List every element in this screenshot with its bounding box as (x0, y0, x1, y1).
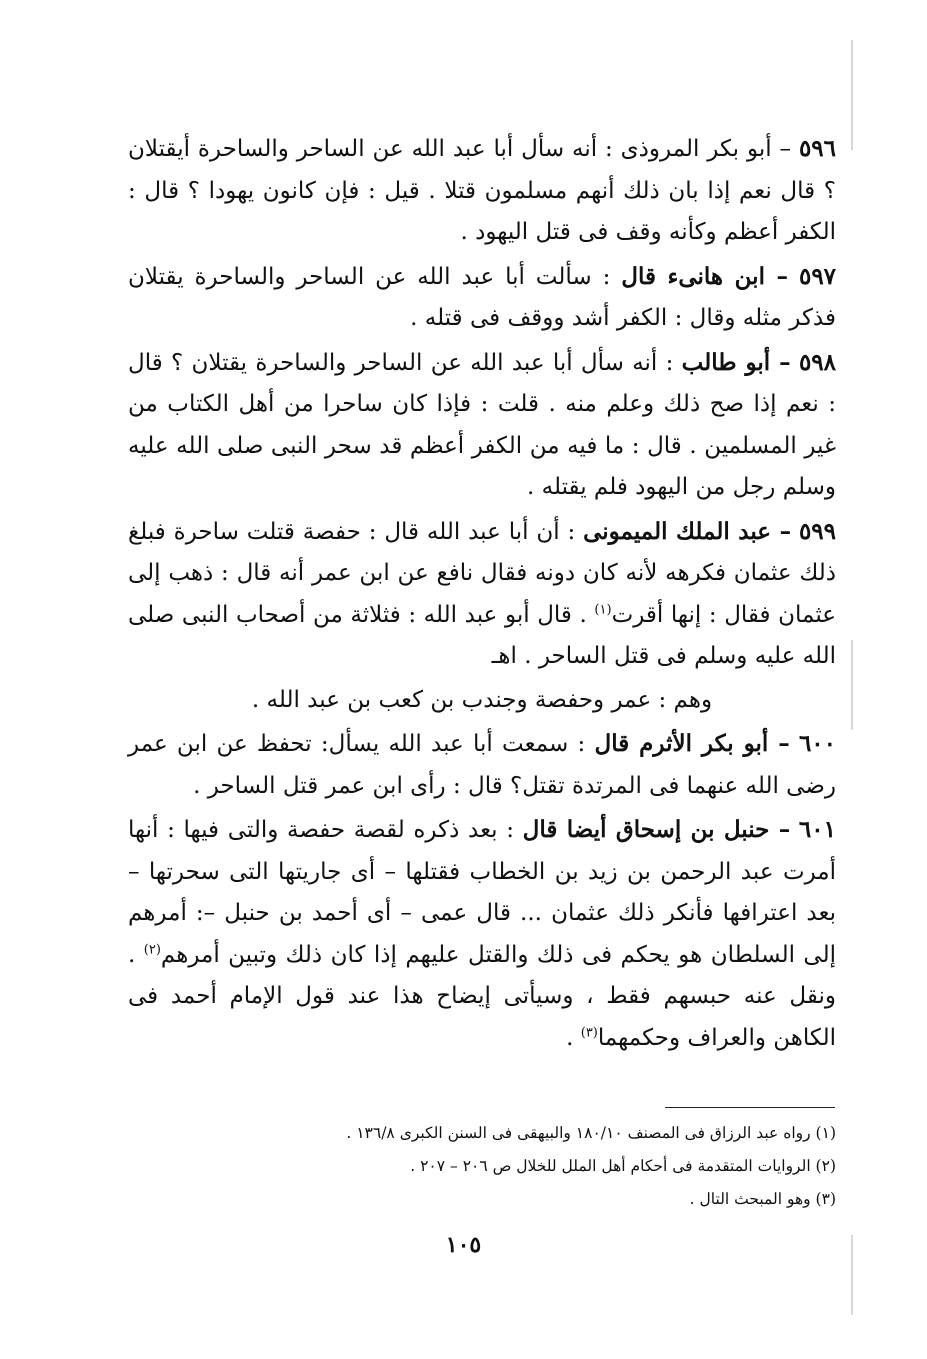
main-text (128, 128, 836, 1061)
paragraph-text: : أن أبا عبد الله قال : حفصة قتلت ساحرة فبلغ ذلك عثمان فكرهه لأنه كان دونه فقال نافع عن ابن عمر أنه قال : ذهب إلى عثمان فقال : إنها أقرت (128, 518, 836, 628)
paragraph-text: وهم : عمر وحفصة وجندب بن كعب بن عبد الله . (251, 686, 713, 713)
footnote-marker-1: (١) (594, 601, 612, 617)
paragraph-note (128, 680, 836, 722)
paragraph-596 (128, 128, 836, 254)
paragraph-text-tail: . ونقل عنه حبسهم فقط ، وسيأتى إيضاح هذا عند قول الإمام أحمد فى الكاهن والعراف وحكمهما (128, 941, 836, 1051)
page-number: ١٠٥ (445, 1232, 482, 1258)
paragraph-600 (128, 723, 836, 807)
footnote-2: (٢) الروايات المتقدمة فى أحكام أهل الملل للخلال ص ٢٠٦ – ٢٠٧ . (410, 1157, 836, 1175)
scan-edge-top (851, 40, 853, 150)
paragraph-number: ٥٩٨ (798, 348, 837, 376)
paragraph-number: ٦٠٠ (798, 730, 837, 757)
paragraph-number: ٥٩٦ (798, 135, 836, 162)
paragraph-text-tail: . قال أبو عبد الله : فثلاثة من أصحاب النبى صلى الله عليه وسلم فى قتل الساحر . اهـ (128, 601, 836, 669)
narrator-name: – أبو طالب (681, 348, 791, 376)
paragraph-text: : أنه سأل أبا عبد الله عن الساحر والساحرة يقتلان ؟ قال : نعم إذا صح ذلك وعلم منه . قلت : فإذا كان ساحرا من أهل الكتاب من غير المسلمين . قال : ما فيه من الكفر أعظم قد سحر النبى صلى الله عليه وسلم رجل من اليهود فلم يقتله . (128, 349, 836, 500)
footnote-1: (١) رواه عبد الرزاق فى المصنف ١٨٠/١٠ والبيهقى فى السنن الكبرى ١٣٦/٨ . (346, 1124, 836, 1142)
paragraph-597 (128, 256, 836, 340)
footnotes (128, 1117, 836, 1216)
footnote-marker-2: (٢) (143, 941, 161, 957)
paragraph-598 (128, 342, 836, 509)
paragraph-number: ٥٩٧ (798, 262, 837, 290)
footnote-marker-3: (٣) (580, 1024, 598, 1040)
paragraph-text-tail2: . (566, 1024, 574, 1051)
paragraph-number: ٦٠١ (798, 816, 836, 843)
paragraph-601 (128, 809, 836, 1059)
narrator-name: – عبد الملك الميمونى (583, 517, 792, 545)
scan-edge-middle (851, 640, 853, 730)
paragraph-599 (128, 511, 836, 678)
narrator-name: – حنبل بن إسحاق أيضا قال (522, 816, 791, 843)
paragraph-text: : سألت أبا عبد الله عن الساحر والساحرة يقتلان فذكر مثله وقال : الكفر أشد ووقف فى قتله . (128, 263, 836, 331)
narrator-name: – أبو بكر الأثرم قال (594, 730, 790, 757)
narrator-name: – ابن هانىء قال (621, 262, 789, 290)
footnote-divider (665, 1107, 835, 1108)
paragraph-number: ٥٩٩ (798, 517, 836, 545)
paragraph-text: : بعد ذكره لقصة حفصة والتى فيها : أنها أمرت عبد الرحمن بن زيد بن الخطاب فقتلها – أى جاريتها التى سحرتها – بعد اعترافها فأنكر ذلك عثمان ... قال عمى – أى أحمد بن حنبل –: أمرهم إلى السلطان هو يحكم فى ذلك والقتل عليهم إذا كان ذلك وتبين أمرهم (128, 817, 836, 968)
footnote-3: (٣) وهو المبحث التال . (689, 1190, 836, 1208)
paragraph-text: : سمعت أبا عبد الله يسأل: تحفظ عن ابن عمر رضى الله عنهما فى المرتدة تقتل؟ قال : رأى ابن عمر قتل الساحر . (128, 731, 836, 799)
paragraph-text: – أبو بكر المروذى : أنه سأل أبا عبد الله عن الساحر والساحرة أيقتلان ؟ قال نعم إذا بان ذلك أنهم مسلمون قتلا . قيل : فإن كانون يهودا ؟ قال : الكفر أعظم وكأنه وقف فى قتل اليهود . (128, 136, 836, 245)
